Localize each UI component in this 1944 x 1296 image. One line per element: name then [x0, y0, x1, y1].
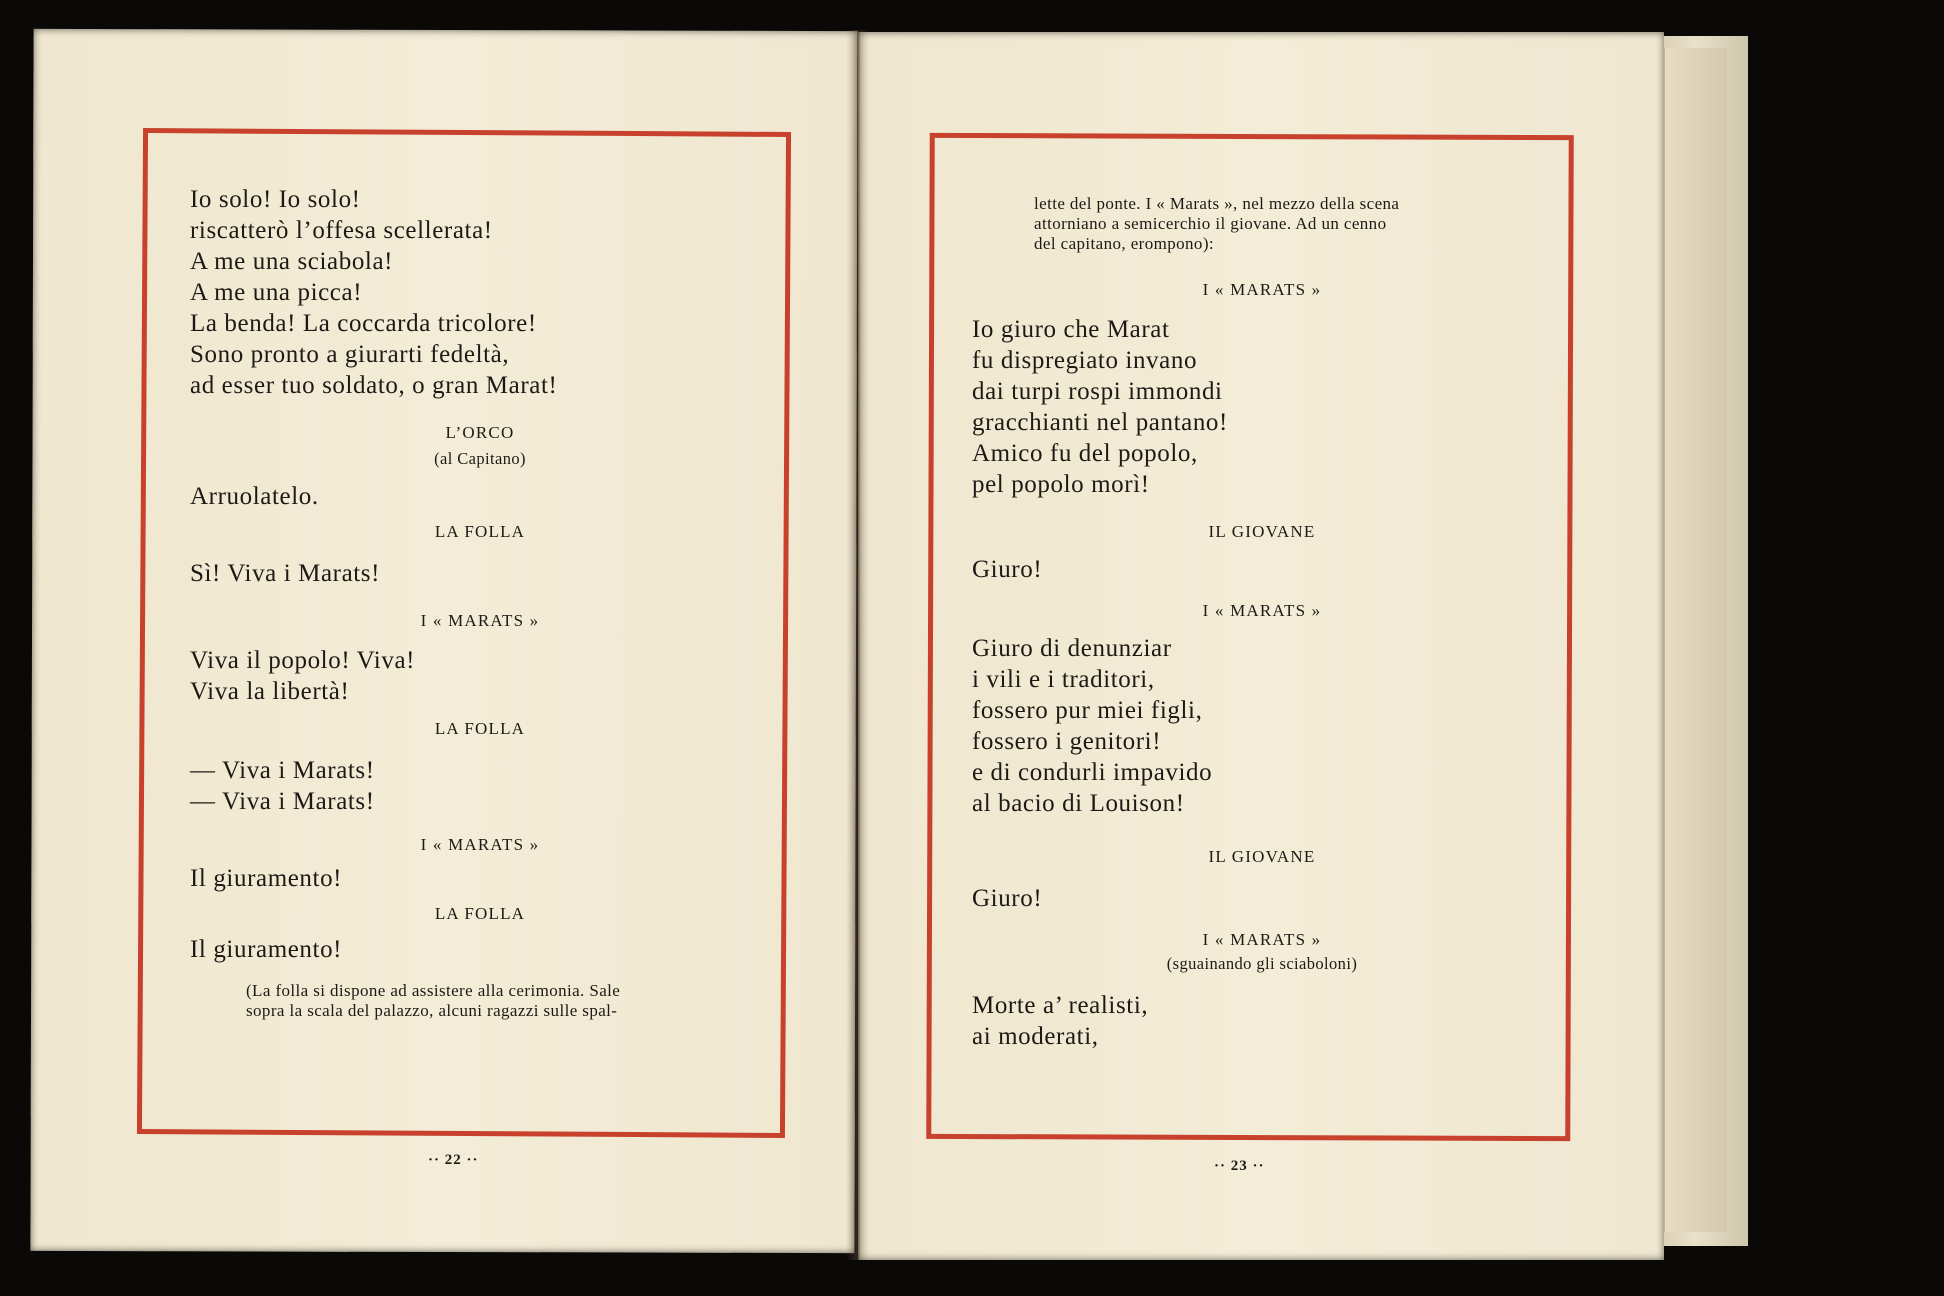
speaker-marats-1: I « MARATS » — [1202, 280, 1322, 299]
stage-line: attorniano a semicerchio il giovane. Ad un cenno — [1034, 214, 1387, 233]
verse-line: pel popolo morì! — [972, 471, 1150, 498]
verse-line: A me una sciabola! — [190, 248, 394, 275]
verse-marats-3 — [972, 990, 1552, 1052]
speaker-marats-3: I « MARATS » — [1202, 930, 1322, 949]
verse-line: — Viva i Marats! — [190, 788, 375, 815]
left-page-text — [190, 184, 770, 1021]
stage-line: lette del ponte. I « Marats », nel mezzo della scena — [1034, 194, 1400, 213]
verse-line: Viva il popolo! Viva! — [190, 647, 416, 674]
verse-line: riscatterò l’offesa scellerata! — [190, 217, 493, 244]
verse-line: Il giuramento! — [190, 936, 343, 963]
speaker-giovane-2: IL GIOVANE — [1208, 847, 1316, 866]
verse-line: e di condurli impavido — [972, 759, 1213, 786]
verse-line: ai moderati, — [972, 1023, 1099, 1050]
speaker-folla-3: LA FOLLA — [434, 904, 526, 923]
verse-line: Io solo! Io solo! — [190, 186, 361, 213]
verse-line: Io giuro che Marat — [972, 316, 1170, 343]
page-edges-inner — [1664, 48, 1727, 1232]
verse-marats-1 — [190, 645, 770, 707]
verse-line: dai turpi rospi immondi — [972, 378, 1223, 405]
page-number-left: ·· 22 ·· — [428, 1152, 479, 1168]
verse-line: al bacio di Louison! — [972, 790, 1185, 817]
verse-line: Amico fu del popolo, — [972, 440, 1198, 467]
verse-marats-1 — [972, 314, 1552, 500]
stage-orco: (al Capitano) — [434, 449, 526, 468]
verse-line: Morte a’ realisti, — [972, 992, 1149, 1019]
verse-intro — [190, 184, 770, 401]
page-number-right: ·· 23 ·· — [1214, 1158, 1265, 1174]
verse-line: i vili e i traditori, — [972, 666, 1155, 693]
stage-line: (La folla si dispone ad assistere alla cerimonia. Sale — [246, 981, 621, 1000]
book-gutter — [846, 30, 870, 1260]
verse-line: gracchianti nel pantano! — [972, 409, 1228, 436]
stage-direction — [246, 981, 770, 1021]
verse-folla-2 — [190, 755, 770, 817]
verse-marats-2 — [972, 633, 1552, 819]
stage-marats-3: (sguainando gli sciaboloni) — [1166, 954, 1358, 973]
right-page-text — [972, 194, 1552, 1052]
verse-line: Giuro di denunziar — [972, 635, 1172, 662]
verse-line: — Viva i Marats! — [190, 757, 375, 784]
verse-line: A me una picca! — [190, 279, 363, 306]
verse-line: Il giuramento! — [190, 865, 343, 892]
stage-line: del capitano, erompono): — [1034, 234, 1215, 253]
verse-line: Giuro! — [972, 556, 1043, 583]
verse-line: Arruolatelo. — [190, 483, 319, 510]
speaker-folla-2: LA FOLLA — [434, 719, 526, 738]
speaker-giovane-1: IL GIOVANE — [1208, 522, 1316, 541]
speaker-marats-1: I « MARATS » — [420, 611, 540, 630]
verse-line: fossero i genitori! — [972, 728, 1162, 755]
verse-line: ad esser tuo soldato, o gran Marat! — [190, 372, 558, 399]
speaker-marats-2: I « MARATS » — [420, 835, 540, 854]
stage-line: sopra la scala del palazzo, alcuni ragazzi sulle spal- — [246, 1001, 618, 1020]
verse-line: fossero pur miei figli, — [972, 697, 1203, 724]
speaker-folla-1: LA FOLLA — [434, 522, 526, 541]
verse-line: Sì! Viva i Marats! — [190, 560, 381, 587]
verse-line: La benda! La coccarda tricolore! — [190, 310, 537, 337]
verse-line: Giuro! — [972, 885, 1043, 912]
verse-line: Viva la libertà! — [190, 678, 350, 705]
speaker-marats-2: I « MARATS » — [1202, 601, 1322, 620]
stage-direction — [1034, 194, 1552, 254]
speaker-orco: L’ORCO — [445, 423, 515, 442]
verse-line: fu dispregiato invano — [972, 347, 1198, 374]
verse-line: Sono pronto a giurarti fedeltà, — [190, 341, 510, 368]
